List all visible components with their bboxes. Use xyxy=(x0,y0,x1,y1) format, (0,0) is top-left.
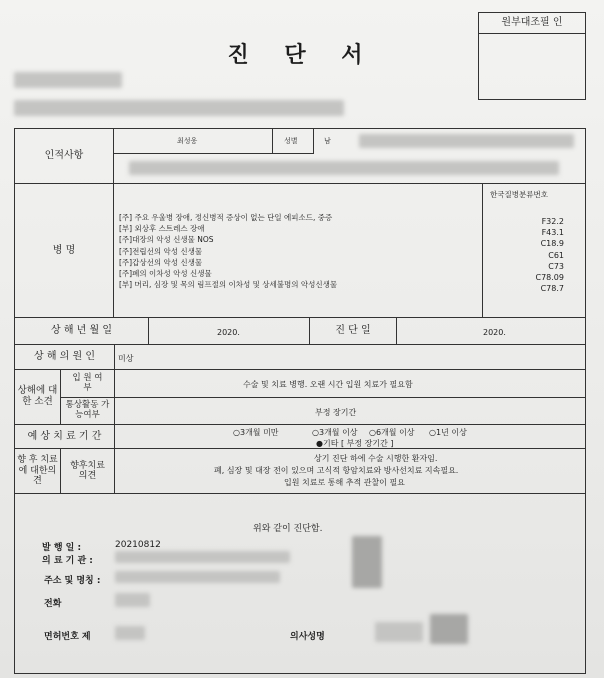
treatment-option-4: ○1년 이상 xyxy=(429,428,467,437)
mobility-label: 통상활동 가능여부 xyxy=(65,400,110,420)
diagnosis-line: [주]전립선의 악성 신생물 xyxy=(119,246,203,256)
seal-stamp xyxy=(430,614,468,644)
injury-date-value: 2020. xyxy=(217,328,240,337)
mobility-value: 부정 장기간 xyxy=(315,408,357,417)
admission-label: 입 원 여 부 xyxy=(72,372,103,393)
redacted-institution xyxy=(115,551,290,563)
admission-value: 수술 및 치료 병행. 오랜 시간 입원 치료가 필요함 xyxy=(243,380,413,389)
doctor-label: 의사성명 xyxy=(290,632,325,642)
patient-section-label: 인적사항 xyxy=(44,150,84,162)
stamp-box xyxy=(478,12,586,100)
sex-label: 성별 xyxy=(284,137,298,145)
diagnosis-code: C18.9 xyxy=(540,239,564,249)
treatment-option-1: ○3개월 미만 xyxy=(233,428,279,437)
diagnosis-code: F43.1 xyxy=(541,228,564,238)
diagnosis-code: C73 xyxy=(548,261,564,271)
treatment-option-selected: ●기타 [ 부정 장기간 ] xyxy=(316,439,394,448)
diagnosis-date-value: 2020. xyxy=(483,328,506,337)
phone-label: 전화 xyxy=(44,599,62,609)
issue-date-value: 20210812 xyxy=(115,540,161,550)
treatment-option-2: ○3개월 이상 xyxy=(312,428,358,437)
diagnosis-line: [주] 주요 우울병 장애, 정신병적 증상이 없는 단일 에피소드, 중증 xyxy=(119,213,333,222)
future-line-2: 폐, 심장 및 대장 전이 있으며 고식적 항암치료와 방사선치료 지속필요. xyxy=(214,466,459,475)
treatment-option-3: ○6개월 이상 xyxy=(369,428,415,437)
diagnosis-code-header: 한국질병분류번호 xyxy=(490,190,548,199)
future-label: 향 후 치료에 대한의견 xyxy=(17,455,58,487)
document-title: 진 단 서 xyxy=(227,43,377,68)
injury-cause-label: 상 해 의 원 인 xyxy=(33,351,95,363)
future-sub-label: 향후치료 의견 xyxy=(70,460,105,481)
diagnosis-code: C78.7 xyxy=(540,284,564,294)
opinion-label: 상해에 대한 소견 xyxy=(17,385,58,407)
redacted-header-2 xyxy=(14,100,344,116)
diagnosis-line: [주]대장의 악성 신생물 NOS xyxy=(119,235,214,245)
diagnosis-date-label: 진 단 일 xyxy=(335,325,371,337)
injury-cause-value: 미상 xyxy=(118,354,134,363)
address-label: 주소 및 명칭 : xyxy=(44,576,101,586)
diagnosis-line: [부] 머리, 심장 및 목의 림프절의 이차성 및 상세불명의 악성신생물 xyxy=(119,280,338,290)
redacted-official-seal xyxy=(352,536,382,588)
diagnosis-label: 병 명 xyxy=(52,244,76,256)
future-line-1: 상기 진단 하에 수술 시행한 환자임. xyxy=(314,454,438,463)
stamp-label: 원부대조필 인 xyxy=(479,13,585,34)
redacted-doctor-name xyxy=(375,622,423,642)
future-line-3: 입원 치료로 통해 추적 관찰이 필요 xyxy=(284,478,405,487)
redacted-phone xyxy=(115,593,150,607)
footer-statement: 위와 같이 진단함. xyxy=(253,524,323,534)
patient-name-label: 최성웅 xyxy=(177,137,198,145)
diagnosis-line: [부] 외상후 스트레스 장애 xyxy=(119,224,205,234)
sex-value: 남 xyxy=(324,137,331,145)
redacted-address xyxy=(115,571,280,583)
license-label: 면허번호 제 xyxy=(44,632,91,642)
redacted-header-1 xyxy=(14,72,122,88)
institution-label: 의 료 기 관 : xyxy=(42,556,93,566)
diagnosis-line: [주]갑상선의 악성 신생물 xyxy=(119,257,203,267)
form-outer-frame xyxy=(14,128,586,674)
injury-date-label: 상 해 년 월 일 xyxy=(50,325,112,337)
diagnosis-line: [주]폐의 이차성 악성 신생물 xyxy=(119,269,212,279)
diagnosis-code: F32.2 xyxy=(541,217,564,226)
treatment-period-label: 예 상 치 료 기 간 xyxy=(27,430,102,442)
diagnosis-code: C78.09 xyxy=(535,273,564,283)
redacted-license xyxy=(115,626,145,640)
issue-date-label: 발 행 일 : xyxy=(42,543,82,553)
diagnosis-code: C61 xyxy=(548,250,564,260)
